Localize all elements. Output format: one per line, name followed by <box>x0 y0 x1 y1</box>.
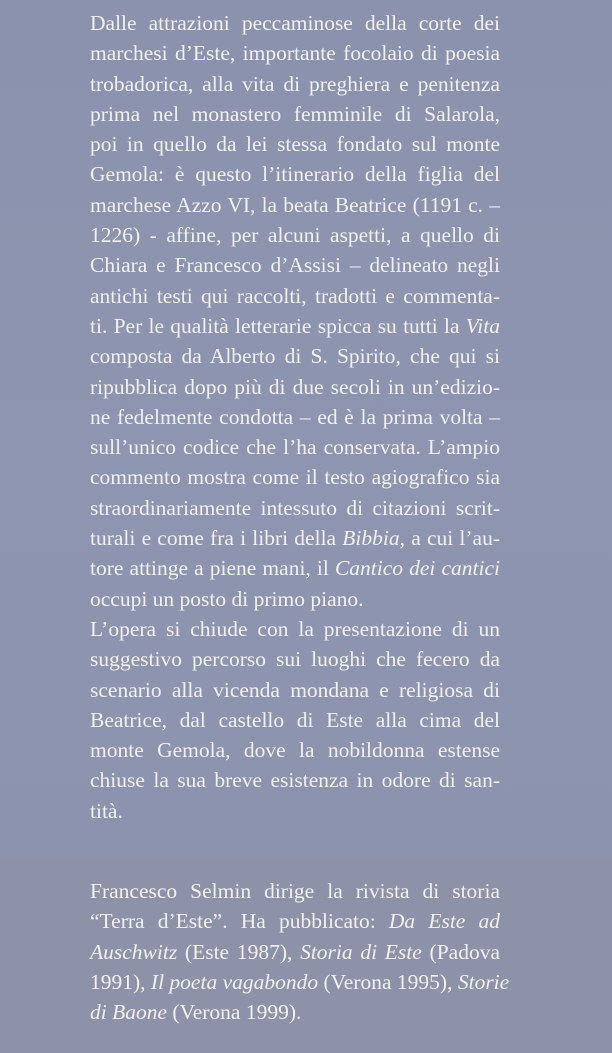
book-title: Da Este ad <box>388 909 501 934</box>
bio-paragraph <box>90 876 510 1027</box>
text-line: scenario alla vicenda mondana e religiosa di <box>90 677 500 702</box>
book-title: Storie <box>457 969 510 994</box>
text-line: ne fedelmente condotta – ed è la prima volta – <box>90 404 500 429</box>
text-line: straordinariamente intessuto di citazioni scrit- <box>90 495 500 520</box>
book-title: Il poeta vagabondo <box>150 969 319 994</box>
text-segment: 1991), <box>90 969 146 994</box>
text-line <box>90 523 500 553</box>
text-segment: (Este 1987), <box>184 939 293 964</box>
text-line: sull’unico codice che l’ha conservata. L’ampio <box>90 435 500 460</box>
text-line: tità. <box>90 798 123 823</box>
text-line: trobadorica, alla vita di preghiera e penitenza <box>90 71 500 96</box>
text-line: 1226) - affine, per alcuni aspetti, a quello di <box>90 223 500 248</box>
text-line: Beatrice, dal castello di Este alla cima del <box>90 707 500 732</box>
book-title: Auschwitz <box>90 939 178 964</box>
text-line: suggestivo percorso sui luoghi che fecero da <box>90 647 500 672</box>
text-line: ripubblica dopo più di due secoli in un’edizio- <box>90 374 500 399</box>
text-line: prima nel monastero femminile di Salarola, <box>90 101 500 126</box>
text-line: commento mostra come il testo agiografico sia <box>90 465 500 490</box>
text-line <box>90 967 510 997</box>
book-title: Storia di Este <box>300 939 422 964</box>
blurb-paragraph-2 <box>90 614 500 826</box>
author-bio <box>90 876 510 1027</box>
text-line: L’opera si chiude con la presentazione di un <box>90 616 500 641</box>
text-line <box>90 937 500 967</box>
text-line: Dalle attrazioni peccaminose della corte dei <box>90 11 500 35</box>
text-line: composta da Alberto di S. Spirito, che qui si <box>90 344 500 369</box>
text-line <box>90 553 500 583</box>
text-segment: (Padova <box>429 939 500 964</box>
text-segment: (Verona 1995), <box>323 969 453 994</box>
text-line: chiuse la sua breve esistenza in odore di san- <box>90 768 500 793</box>
text-line: antichi testi qui raccolti, tradotti e commenta- <box>90 283 500 308</box>
title-bibbia: Bibbia <box>342 526 400 551</box>
text-line <box>90 311 500 341</box>
blurb <box>90 8 500 826</box>
text-segment: “Terra d’Este”. Ha pubblicato: <box>90 909 376 934</box>
text-line <box>90 997 500 1027</box>
text-line: occupi un posto di primo piano. <box>90 586 364 611</box>
text-line: Francesco Selmin dirige la rivista di storia <box>90 879 500 903</box>
text-segment: ti. Per le qualità letterarie spicca su tutti la <box>90 313 460 338</box>
book-title: di Baone <box>90 1000 168 1025</box>
text-line: Gemola: è questo l’itinerario della figlia del <box>90 162 500 187</box>
text-line: Chiara e Francesco d’Assisi – delineato negli <box>90 253 500 278</box>
title-cantico: Cantico dei cantici <box>334 556 500 581</box>
text-line <box>90 906 500 936</box>
text-line: marchesi d’Este, importante focolaio di poesia <box>90 41 500 66</box>
text-segment: , a cui l’au- <box>399 526 500 551</box>
blurb-paragraph-1 <box>90 8 500 614</box>
text-line: marchese Azzo VI, la beata Beatrice (1191 c. – <box>90 192 500 217</box>
title-vita: Vita <box>465 313 500 338</box>
text-segment: turali e come fra i libri della <box>90 526 337 551</box>
text-line: monte Gemola, dove la nobildonna estense <box>90 738 500 763</box>
text-line: poi in quello da lei stessa fondato sul monte <box>90 132 500 157</box>
text-segment: tore attinge a piene mani, il <box>90 556 329 581</box>
text-segment: (Verona 1999). <box>172 1000 302 1025</box>
